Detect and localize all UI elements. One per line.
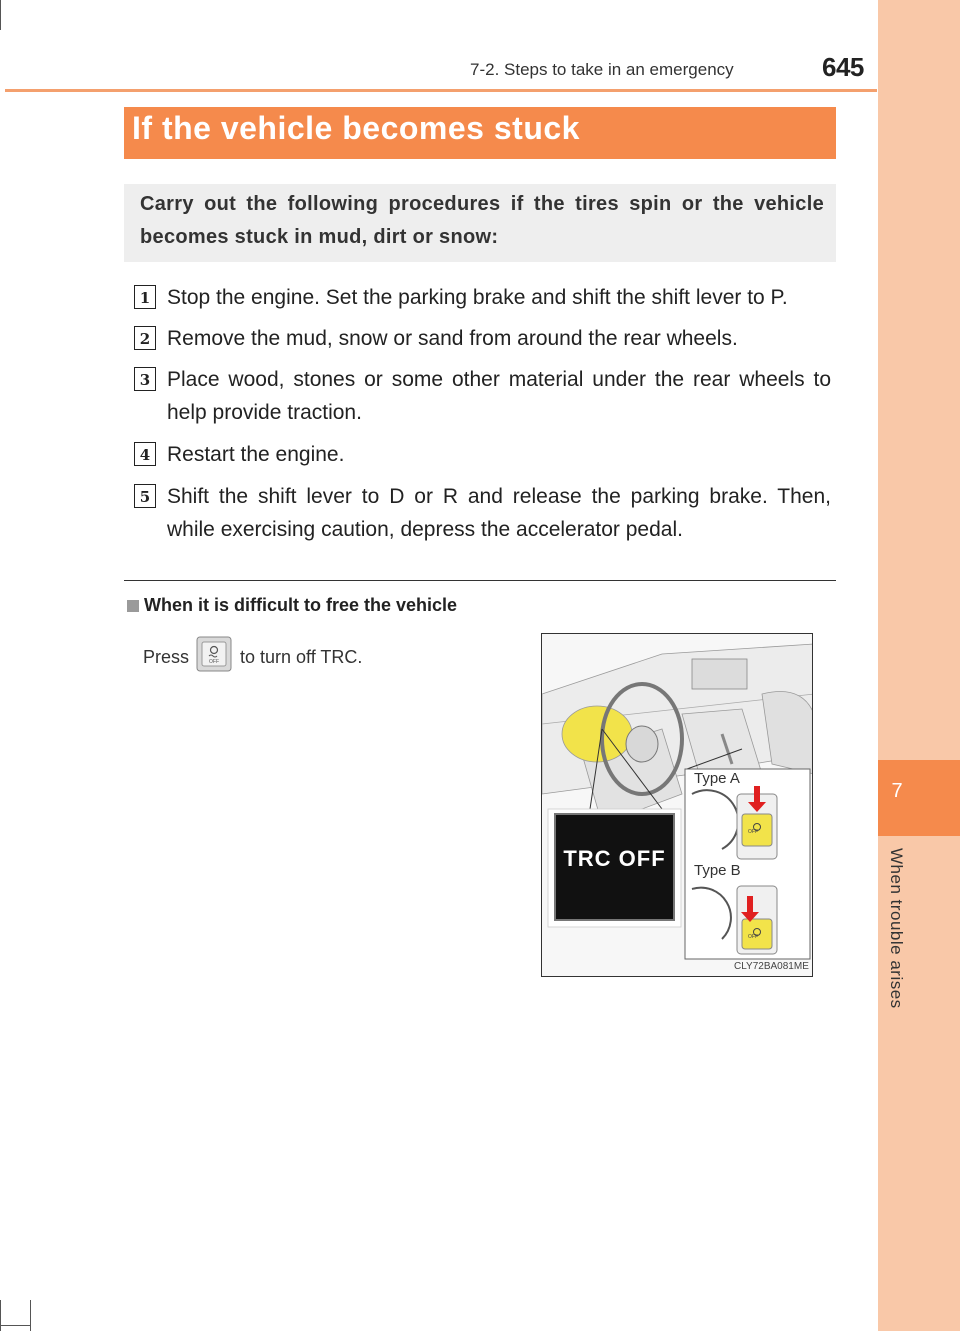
section-divider (124, 580, 836, 581)
page-number: 645 (822, 52, 864, 82)
note-text-press: Press (143, 647, 190, 667)
section-header: 7-2. Steps to take in an emergency (470, 60, 734, 79)
chapter-side-tab (878, 0, 960, 1331)
step-number: 2 (134, 326, 156, 350)
step-number: 4 (134, 442, 156, 466)
illustration-code: CLY72BA081ME (734, 961, 809, 972)
crop-mark (0, 1325, 30, 1326)
step-text: Remove the mud, snow or sand from around the rear wheels. (167, 327, 738, 350)
step-text: Stop the engine. Set the parking brake and shift the shift lever to P. (167, 286, 788, 309)
step-text: Place wood, stones or some other material under the rear wheels to help provide traction. (167, 368, 831, 424)
type-a-label: Type A (694, 770, 740, 787)
type-b-label: Type B (694, 862, 741, 879)
intro-text: Carry out the following procedures if the tires spin or the vehicle becomes stuck in mud, dirt or snow: (140, 193, 824, 248)
crop-mark (30, 1300, 31, 1331)
crop-mark (0, 1300, 1, 1331)
step-number: 3 (134, 367, 156, 391)
step-text: Shift the shift lever to D or R and release the parking brake. Then, while exercising caution, depress the accelerator pedal. (167, 485, 831, 541)
chapter-title: When trouble arises (887, 848, 906, 1009)
page-title: If the vehicle becomes stuck (132, 110, 580, 146)
header-rule (5, 89, 877, 92)
trc-off-button-icon (196, 636, 232, 672)
trc-off-display-text: TRC OFF (563, 846, 666, 871)
dashboard-drawing (542, 634, 813, 977)
chapter-number: 7 (891, 780, 903, 802)
crop-mark (0, 0, 1, 30)
step-text: Restart the engine. (167, 443, 345, 466)
note-heading: When it is difficult to free the vehicle (144, 595, 458, 615)
dashboard-illustration (541, 633, 813, 977)
type-b-button-text: OFF (748, 934, 758, 940)
note-text-turn-off-trc: to turn off TRC. (240, 647, 363, 667)
step-number: 1 (134, 285, 156, 309)
step-number: 5 (134, 484, 156, 508)
svg-text:OFF: OFF (209, 659, 219, 665)
bullet-square-icon (127, 600, 139, 612)
type-a-button-text: OFF (748, 829, 758, 835)
